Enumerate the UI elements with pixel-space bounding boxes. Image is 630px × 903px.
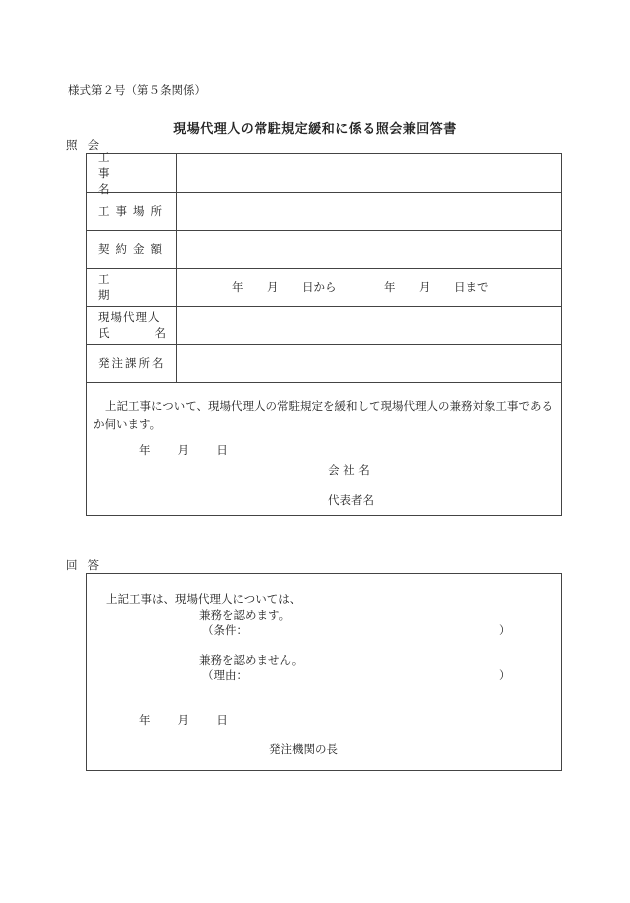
site-agent-label-shi: 氏	[98, 326, 110, 340]
period-day-from: 日から	[302, 280, 337, 294]
inquiry-date-month: 月	[177, 443, 190, 457]
reply-date-month: 月	[177, 713, 190, 727]
construction-name-label: 工事名	[87, 154, 177, 192]
reply-reason-close: ）	[499, 668, 511, 682]
row-contract-amount	[87, 230, 561, 269]
row-ordering-section	[87, 344, 561, 383]
reply-conditions-open: （条件：	[202, 623, 248, 637]
representative-name-label: 代表者名	[328, 493, 374, 507]
row-construction-name	[87, 150, 561, 196]
reply-box	[86, 573, 562, 771]
period-day-to: 日まで	[454, 280, 489, 294]
document-title: 現場代理人の常駐規定緩和に係る照会兼回答書	[173, 122, 457, 137]
construction-site-label: 工事場所	[87, 192, 177, 230]
inquiry-date-day: 日	[216, 443, 228, 457]
period-year-2: 年	[384, 280, 396, 294]
reply-date-day: 日	[216, 713, 228, 727]
reply-conditions-close: ）	[499, 623, 511, 637]
inquiry-table	[86, 150, 562, 516]
inquiry-date	[139, 442, 228, 458]
reply-date	[139, 712, 228, 728]
inquiry-body	[87, 382, 561, 515]
ordering-section-label: 発注課所名	[87, 344, 177, 382]
site-agent-label-mei: 名	[154, 326, 166, 340]
site-agent-label-line1: 現場代理人	[98, 310, 161, 324]
row-construction-site	[87, 192, 561, 231]
row-site-agent	[87, 306, 561, 345]
inquiry-paragraph: 上記工事について、現場代理人の常駐規定を緩和して現場代理人の兼務対象工事であるか伺います。	[93, 399, 554, 431]
reply-reason-open: （理由：	[202, 668, 248, 682]
period-month-2: 月	[419, 280, 431, 294]
construction-period-value	[232, 268, 489, 306]
inquiry-section-label: 照会	[66, 138, 109, 152]
reply-approve: 兼務を認めます。	[199, 608, 291, 622]
period-year: 年	[232, 280, 244, 294]
form-number: 様式第２号（第５条関係）	[68, 83, 206, 97]
reply-date-year: 年	[139, 713, 151, 727]
reply-section-label: 回答	[66, 558, 109, 572]
reply-intro: 上記工事は、現場代理人については、	[106, 592, 302, 606]
reply-deny: 兼務を認めません。	[199, 653, 304, 667]
construction-period-label: 工期	[87, 268, 177, 306]
contract-amount-label: 契約金額	[87, 230, 177, 268]
company-name-label: 会 社 名	[328, 463, 370, 477]
period-month: 月	[267, 280, 279, 294]
reply-signatory: 発注機関の長	[269, 742, 338, 756]
site-agent-label	[87, 306, 177, 344]
site-agent-label-line2	[98, 325, 166, 341]
inquiry-date-year: 年	[139, 443, 151, 457]
row-construction-period	[87, 268, 561, 307]
